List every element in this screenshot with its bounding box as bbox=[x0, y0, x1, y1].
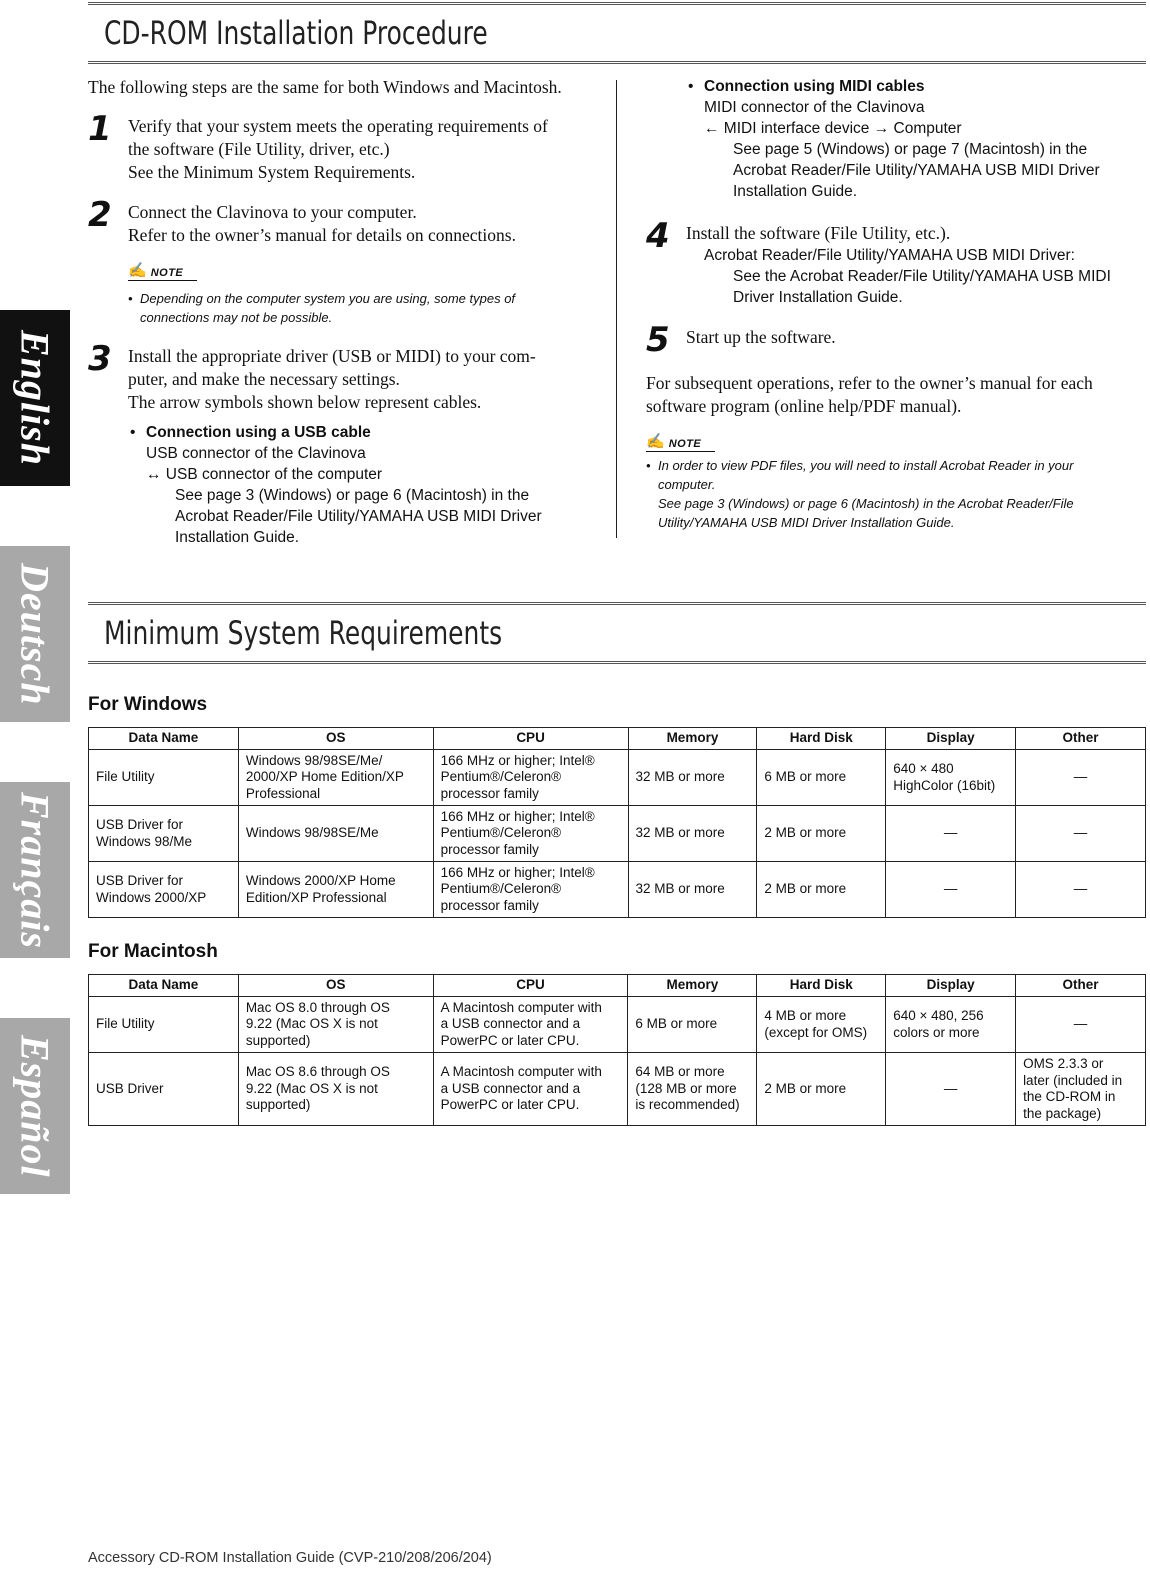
midi-connection-line: ← MIDI interface device → Computer bbox=[704, 120, 962, 137]
column-header: Memory bbox=[628, 975, 757, 997]
step-text: puter, and make the necessary settings. bbox=[128, 369, 400, 389]
cell-line: supported) bbox=[245, 1097, 311, 1113]
step-number: 4 bbox=[646, 216, 670, 256]
table-cell bbox=[1016, 997, 1146, 1053]
cell-line: Windows 2000/XP Home bbox=[245, 873, 396, 888]
step-reference: Driver Installation Guide. bbox=[733, 289, 903, 306]
table-cell bbox=[628, 997, 757, 1053]
cell-line: OMS 2.3.3 or bbox=[1023, 1056, 1104, 1071]
table-row bbox=[89, 1053, 1146, 1126]
cell-line: a USB connector and a bbox=[440, 1080, 581, 1096]
language-tab-espanol[interactable] bbox=[0, 1018, 70, 1194]
column-header: Memory bbox=[628, 728, 757, 750]
windows-requirements-table bbox=[88, 727, 1146, 918]
pen-icon: ✍ bbox=[128, 263, 147, 279]
language-tab-francais[interactable] bbox=[0, 782, 70, 958]
table-row bbox=[89, 862, 1146, 918]
cell-line: — bbox=[1073, 1016, 1088, 1032]
step-number: 1 bbox=[88, 109, 112, 149]
usb-reference: Acrobat Reader/File Utility/YAMAHA USB MIDI Driver bbox=[175, 508, 542, 525]
column-header: CPU bbox=[433, 975, 628, 997]
section-header-cdrom bbox=[88, 2, 1146, 64]
cell-line: A Macintosh computer with bbox=[440, 1064, 602, 1080]
table-cell bbox=[238, 806, 433, 862]
bullet-icon: • bbox=[688, 78, 694, 95]
cell-line: Professional bbox=[245, 785, 321, 801]
right-column bbox=[646, 76, 1146, 532]
table-row bbox=[89, 750, 1146, 806]
usb-reference: Installation Guide. bbox=[175, 529, 300, 546]
bullet-icon: • bbox=[128, 291, 133, 306]
table-cell bbox=[757, 806, 886, 862]
table-cell bbox=[89, 997, 239, 1053]
note-label: NOTE bbox=[668, 438, 702, 450]
note-line: See page 3 (Windows) or page 6 (Macintosh) in the Acrobat Reader/File bbox=[658, 496, 1074, 511]
table-cell bbox=[1016, 806, 1146, 862]
midi-reference: See page 5 (Windows) or page 7 (Macintosh) in the bbox=[733, 141, 1088, 158]
step-text: See the Minimum System Requirements. bbox=[128, 162, 416, 182]
intro-text: The following steps are the same for both Windows and Macintosh. bbox=[88, 77, 562, 97]
language-tab-label: Français bbox=[12, 791, 58, 949]
section-header-requirements bbox=[88, 602, 1146, 664]
table-cell bbox=[89, 806, 239, 862]
cell-line: 2000/XP Home Edition/XP bbox=[245, 769, 404, 785]
cell-line: 6 MB or more bbox=[635, 1016, 718, 1032]
step-number: 5 bbox=[646, 320, 670, 360]
table-cell bbox=[238, 1053, 433, 1126]
subsequent-text bbox=[646, 372, 1146, 418]
cell-line: is recommended) bbox=[635, 1097, 740, 1113]
table-cell bbox=[238, 862, 433, 918]
column-header: OS bbox=[238, 728, 433, 750]
table-cell bbox=[628, 806, 757, 862]
table-header-row bbox=[89, 975, 1146, 997]
note-line: Depending on the computer system you are using, some types of bbox=[140, 291, 516, 306]
mac-requirements-table bbox=[88, 974, 1146, 1126]
table-cell bbox=[757, 1053, 886, 1126]
note-block bbox=[646, 432, 1146, 532]
cell-line: PowerPC or later CPU. bbox=[440, 1032, 580, 1048]
note-block bbox=[128, 261, 596, 327]
table-row bbox=[89, 997, 1146, 1053]
cell-line: 6 MB or more bbox=[764, 769, 847, 785]
step-number: 3 bbox=[88, 339, 112, 379]
cell-line: a USB connector and a bbox=[440, 1016, 581, 1032]
cell-line: Pentium®/Celeron® bbox=[440, 769, 562, 785]
note-label: NOTE bbox=[150, 267, 184, 279]
cell-line: — bbox=[1073, 769, 1088, 785]
cell-line: — bbox=[943, 1080, 958, 1096]
cell-line: 2 MB or more bbox=[764, 1080, 847, 1096]
step-number: 2 bbox=[88, 195, 112, 235]
cell-line: Pentium®/Celeron® bbox=[440, 825, 562, 841]
cell-line: — bbox=[1073, 825, 1088, 841]
note-text bbox=[128, 289, 596, 327]
table-cell bbox=[433, 862, 628, 918]
cell-line: processor family bbox=[440, 841, 539, 857]
usb-connection-title: Connection using a USB cable bbox=[146, 424, 371, 441]
language-tab-english[interactable] bbox=[0, 310, 70, 486]
column-header: Data Name bbox=[89, 728, 239, 750]
step-2 bbox=[88, 195, 596, 327]
midi-connection-item bbox=[686, 76, 1146, 202]
table-cell bbox=[1016, 1053, 1146, 1126]
step-text: Install the software (File Utility, etc.). bbox=[686, 223, 951, 243]
paragraph-line: For subsequent operations, refer to the owner’s manual for each bbox=[646, 373, 1093, 393]
column-header: Display bbox=[886, 728, 1016, 750]
table-cell bbox=[433, 997, 628, 1053]
note-line: connections may not be possible. bbox=[140, 310, 333, 325]
paragraph-line: software program (online help/PDF manual). bbox=[646, 396, 962, 416]
cell-line: 166 MHz or higher; Intel® bbox=[440, 864, 595, 880]
column-header: OS bbox=[238, 975, 433, 997]
cell-line: 2 MB or more bbox=[764, 825, 847, 841]
column-divider bbox=[616, 80, 617, 538]
table-cell bbox=[89, 750, 239, 806]
note-marker bbox=[646, 432, 715, 452]
table-cell bbox=[238, 750, 433, 806]
step-subtext: Acrobat Reader/File Utility/YAMAHA USB MIDI Driver: bbox=[704, 247, 1075, 264]
cell-line: colors or more bbox=[893, 1024, 980, 1040]
table-cell bbox=[238, 997, 433, 1053]
left-column bbox=[88, 76, 596, 548]
table-cell bbox=[433, 806, 628, 862]
cell-line: the package) bbox=[1023, 1105, 1102, 1121]
cell-line: — bbox=[943, 881, 958, 897]
table-cell bbox=[1016, 750, 1146, 806]
cell-line: USB Driver for bbox=[96, 873, 184, 888]
cell-line: (128 MB or more bbox=[635, 1080, 737, 1096]
cell-line: 32 MB or more bbox=[635, 825, 725, 841]
table-cell bbox=[886, 806, 1016, 862]
pen-icon: ✍ bbox=[646, 434, 665, 450]
step-text: Verify that your system meets the operating requirements of bbox=[128, 116, 548, 136]
midi-reference: Installation Guide. bbox=[733, 183, 858, 200]
cell-line: 32 MB or more bbox=[635, 769, 725, 785]
language-tab-label: English bbox=[12, 330, 58, 466]
table-cell bbox=[886, 1053, 1016, 1126]
column-header: CPU bbox=[433, 728, 628, 750]
cell-line: — bbox=[1073, 881, 1088, 897]
cell-line: Windows 98/98SE/Me/ bbox=[245, 752, 383, 768]
table-cell bbox=[757, 997, 886, 1053]
table-cell bbox=[628, 862, 757, 918]
cell-line: 2 MB or more bbox=[764, 881, 847, 897]
cell-line: File Utility bbox=[96, 1016, 155, 1032]
cell-line: 166 MHz or higher; Intel® bbox=[440, 808, 595, 824]
cell-line: 4 MB or more bbox=[764, 1008, 847, 1023]
step-text: The arrow symbols shown below represent cables. bbox=[128, 392, 482, 412]
column-header: Other bbox=[1016, 975, 1146, 997]
cell-line: A Macintosh computer with bbox=[440, 999, 602, 1015]
step-text: Install the appropriate driver (USB or MIDI) to your com- bbox=[128, 346, 536, 366]
cell-line: Mac OS 8.6 through OS bbox=[245, 1064, 390, 1080]
cell-line: Pentium®/Celeron® bbox=[440, 881, 562, 897]
table-cell bbox=[757, 862, 886, 918]
note-line: In order to view PDF files, you will need to install Acrobat Reader in your bbox=[658, 458, 1074, 473]
language-tab-label: Español bbox=[12, 1034, 58, 1178]
step-5 bbox=[646, 320, 1146, 360]
section-title: CD-ROM Installation Procedure bbox=[104, 14, 488, 52]
midi-reference: Acrobat Reader/File Utility/YAMAHA USB MIDI Driver bbox=[733, 162, 1100, 179]
usb-connection-item bbox=[128, 422, 596, 548]
step-1 bbox=[88, 109, 596, 184]
cell-line: 9.22 (Mac OS X is not bbox=[245, 1016, 378, 1032]
cell-line: the CD-ROM in bbox=[1023, 1089, 1116, 1104]
cell-line: 64 MB or more bbox=[635, 1064, 725, 1080]
cell-line: — bbox=[943, 825, 958, 841]
cell-line: supported) bbox=[245, 1032, 311, 1048]
cell-line: (except for OMS) bbox=[764, 1024, 868, 1040]
cell-line: Edition/XP Professional bbox=[245, 889, 387, 905]
table-cell bbox=[89, 1053, 239, 1126]
table-header-row bbox=[89, 728, 1146, 750]
step-text: Connect the Clavinova to your computer. bbox=[128, 202, 417, 222]
section-title: Minimum System Requirements bbox=[104, 614, 503, 652]
cell-line: Windows 2000/XP bbox=[96, 889, 207, 905]
column-header: Hard Disk bbox=[757, 728, 886, 750]
step-text: the software (File Utility, driver, etc.) bbox=[128, 139, 390, 159]
column-header: Other bbox=[1016, 728, 1146, 750]
cell-line: 9.22 (Mac OS X is not bbox=[245, 1080, 378, 1096]
note-marker bbox=[128, 261, 197, 281]
cell-line: PowerPC or later CPU. bbox=[440, 1097, 580, 1113]
cell-line: 640 × 480 bbox=[893, 761, 954, 776]
column-header: Display bbox=[886, 975, 1016, 997]
table-cell bbox=[886, 997, 1016, 1053]
bullet-icon: • bbox=[130, 424, 136, 441]
cell-line: processor family bbox=[440, 897, 539, 913]
usb-connection-line: ↔ USB connector of the computer bbox=[146, 466, 383, 483]
cell-line: Mac OS 8.0 through OS bbox=[245, 999, 390, 1015]
step-text: Start up the software. bbox=[686, 327, 836, 347]
note-line: computer. bbox=[658, 477, 716, 492]
table-cell bbox=[89, 862, 239, 918]
table-cell bbox=[433, 750, 628, 806]
midi-connection-title: Connection using MIDI cables bbox=[704, 78, 925, 95]
table-cell bbox=[628, 1053, 757, 1126]
page-footer: Accessory CD-ROM Installation Guide (CVP-210/208/206/204) bbox=[88, 1550, 492, 1566]
language-tab-label: Deutsch bbox=[12, 562, 58, 706]
cell-line: USB Driver bbox=[96, 1080, 164, 1096]
usb-reference: See page 3 (Windows) or page 6 (Macintosh) in the bbox=[175, 487, 530, 504]
cell-line: 640 × 480, 256 bbox=[893, 1008, 984, 1023]
bullet-icon: • bbox=[646, 458, 651, 473]
windows-table-label: For Windows bbox=[88, 694, 208, 715]
cell-line: Windows 98/98SE/Me bbox=[245, 825, 379, 841]
cell-line: 166 MHz or higher; Intel® bbox=[440, 752, 595, 768]
usb-connection-line: USB connector of the Clavinova bbox=[146, 445, 366, 462]
cell-line: USB Driver for bbox=[96, 817, 184, 832]
table-cell bbox=[757, 750, 886, 806]
table-cell bbox=[886, 862, 1016, 918]
step-3 bbox=[88, 339, 596, 548]
language-tab-deutsch[interactable] bbox=[0, 546, 70, 722]
cell-line: later (included in bbox=[1023, 1072, 1123, 1088]
table-cell bbox=[886, 750, 1016, 806]
cell-line: HighColor (16bit) bbox=[893, 777, 996, 793]
cell-line: processor family bbox=[440, 785, 539, 801]
cell-line: Windows 98/Me bbox=[96, 833, 193, 849]
step-reference: See the Acrobat Reader/File Utility/YAMAHA USB MIDI bbox=[733, 268, 1111, 285]
cell-line: File Utility bbox=[96, 769, 155, 785]
column-header: Data Name bbox=[89, 975, 239, 997]
midi-connection-line: MIDI connector of the Clavinova bbox=[704, 99, 925, 116]
step-4 bbox=[646, 216, 1146, 308]
table-cell bbox=[1016, 862, 1146, 918]
mac-table-label: For Macintosh bbox=[88, 941, 218, 962]
cell-line: 32 MB or more bbox=[635, 881, 725, 897]
table-cell bbox=[433, 1053, 628, 1126]
note-text bbox=[646, 456, 1146, 532]
column-header: Hard Disk bbox=[757, 975, 886, 997]
note-line: Utility/YAMAHA USB MIDI Driver Installation Guide. bbox=[658, 515, 955, 530]
table-cell bbox=[628, 750, 757, 806]
step-text: Refer to the owner’s manual for details on connections. bbox=[128, 225, 516, 245]
table-row bbox=[89, 806, 1146, 862]
